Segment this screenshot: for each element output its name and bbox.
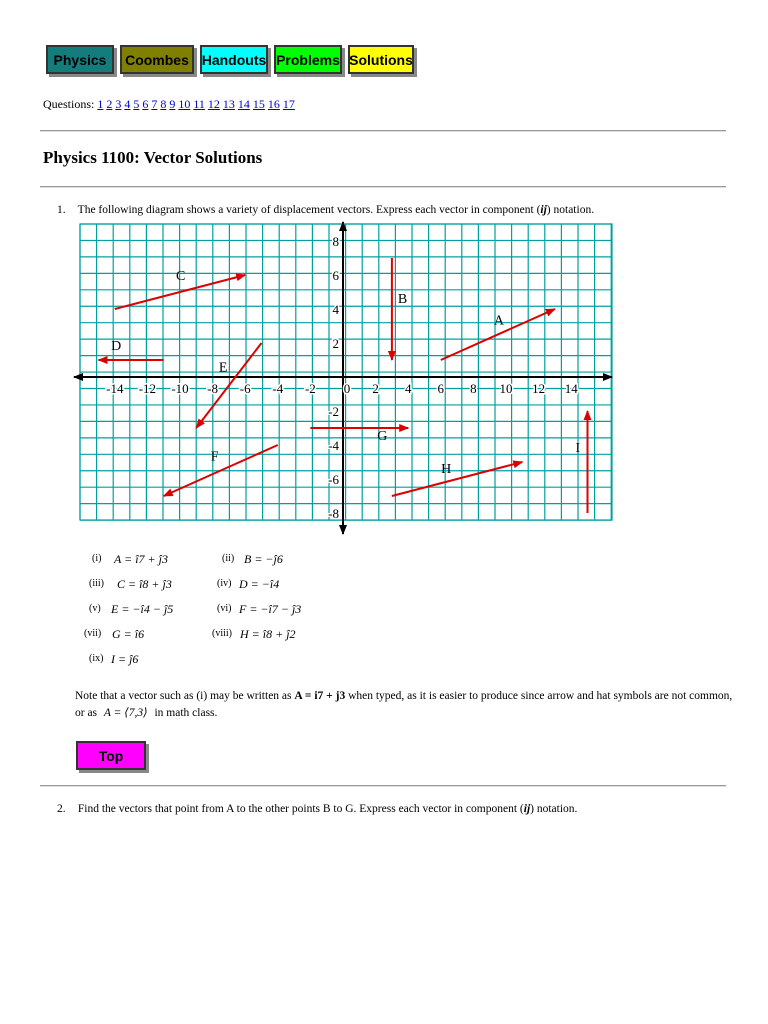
vector-label-c: C	[176, 269, 186, 284]
question-link-10[interactable]: 10	[178, 97, 191, 111]
x-tick-label: -6	[239, 381, 251, 396]
question-link-13[interactable]: 13	[222, 97, 235, 111]
question-number: 2.	[57, 803, 66, 815]
x-tick-label: 8	[470, 381, 477, 396]
answer-number: (viii)	[212, 628, 232, 639]
answer-equation: H = î8 + ĵ2	[240, 627, 296, 641]
answer-number: (v)	[89, 603, 101, 614]
divider	[40, 186, 726, 188]
x-tick-label: 14	[564, 381, 578, 396]
x-tick-label: 12	[532, 381, 546, 396]
x-tick-label: 0	[343, 381, 351, 396]
y-tick-label: 8	[332, 234, 339, 249]
x-tick-label: 2	[372, 381, 379, 396]
question-link-7[interactable]: 7	[151, 97, 158, 111]
x-tick-label: 10	[499, 381, 513, 396]
answer-equation: E = −î4 − ĵ5	[111, 602, 174, 616]
answer-equation: G = î6	[112, 627, 145, 641]
x-tick-label: -8	[207, 381, 219, 396]
question-link-2[interactable]: 2	[106, 97, 113, 111]
vector-graph	[60, 220, 620, 538]
question-link-4[interactable]: 4	[124, 97, 131, 111]
vector-label-g: G	[377, 429, 388, 444]
question-link-8[interactable]: 8	[160, 97, 167, 111]
answer-number: (iii)	[89, 578, 104, 589]
nav-button-handouts[interactable]: Handouts	[200, 45, 268, 74]
y-tick-label: -6	[328, 472, 339, 487]
y-tick-label: 6	[332, 268, 339, 283]
answer-number: (vii)	[84, 628, 102, 639]
answer-number: (i)	[92, 553, 102, 564]
divider	[40, 130, 726, 132]
x-tick-label: 6	[437, 381, 445, 396]
answer-equation: D = −î4	[239, 577, 280, 591]
answer-equation: C = î8 + ĵ3	[117, 577, 172, 591]
question-link-9[interactable]: 9	[169, 97, 176, 111]
x-tick-label: 4	[404, 381, 412, 396]
answer-number: (vi)	[217, 603, 232, 614]
nav-bar	[46, 45, 414, 74]
grid	[80, 224, 612, 520]
question-1	[57, 204, 594, 216]
question-link-5[interactable]: 5	[133, 97, 140, 111]
question-link-3[interactable]: 3	[115, 97, 122, 111]
x-tick-label: -2	[304, 381, 316, 396]
answer-equation: A = î7 + ĵ3	[114, 552, 168, 566]
x-tick-label: -14	[106, 381, 124, 396]
vector-label-b: B	[397, 292, 408, 307]
page-title: Physics 1100: Vector Solutions	[43, 148, 263, 167]
question-link-17[interactable]: 17	[282, 97, 295, 111]
question-link-14[interactable]: 14	[237, 97, 250, 111]
answer-equation: I = ĵ6	[111, 652, 139, 666]
question-text: The following diagram shows a variety of displacement vectors. Express each vector in component (ij) notation.	[77, 204, 595, 216]
question-link-12[interactable]: 12	[207, 97, 220, 111]
y-tick-label: 2	[332, 336, 339, 351]
y-tick-label: -8	[328, 506, 339, 521]
questions-label: Questions:	[43, 97, 95, 111]
vector-label-e: E	[218, 360, 228, 376]
vector-label-i: I	[575, 441, 581, 456]
top-button[interactable]: Top	[76, 741, 146, 770]
answer-equation: B = −ĵ6	[244, 552, 283, 566]
questions-nav	[43, 97, 298, 112]
question-link-11[interactable]: 11	[193, 97, 205, 111]
answer-number: (ii)	[222, 553, 235, 564]
note-paragraph: Note that a vector such as (i) may be written as A = i7 + j3 when typed, as it is easier to produce since arrow and hat symbols are not common, or as A = ⟨7,3⟩ in math class.	[75, 690, 733, 719]
y-tick-label: -2	[328, 404, 339, 419]
vector-label-h: H	[441, 462, 452, 477]
x-tick-label: -10	[171, 381, 189, 396]
answer-number: (iv)	[217, 578, 232, 589]
question-link-6[interactable]: 6	[142, 97, 149, 111]
vector-label-f: F	[210, 449, 219, 465]
nav-button-solutions[interactable]: Solutions	[348, 45, 414, 74]
question-links	[97, 97, 298, 111]
y-tick-label: 4	[332, 302, 339, 317]
question-2	[57, 803, 577, 815]
answer-number: (ix)	[89, 653, 104, 664]
y-tick-label: -4	[328, 438, 339, 453]
question-link-1[interactable]: 1	[97, 97, 104, 111]
question-link-15[interactable]: 15	[252, 97, 265, 111]
nav-button-physics[interactable]: Physics	[46, 45, 114, 74]
question-link-16[interactable]: 16	[267, 97, 280, 111]
x-tick-label: -4	[272, 381, 284, 396]
nav-button-problems[interactable]: Problems	[274, 45, 342, 74]
answer-equation: F = −î7 − ĵ3	[239, 602, 302, 616]
vector-label-d: D	[111, 339, 122, 354]
divider	[40, 785, 726, 787]
question-number: 1.	[57, 204, 66, 216]
x-tick-label: -12	[138, 381, 157, 396]
question-text: Find the vectors that point from A to the other points B to G. Express each vector in component (ij) notation.	[77, 803, 578, 815]
vector-label-a: A	[493, 313, 504, 329]
nav-button-coombes[interactable]: Coombes	[120, 45, 194, 74]
